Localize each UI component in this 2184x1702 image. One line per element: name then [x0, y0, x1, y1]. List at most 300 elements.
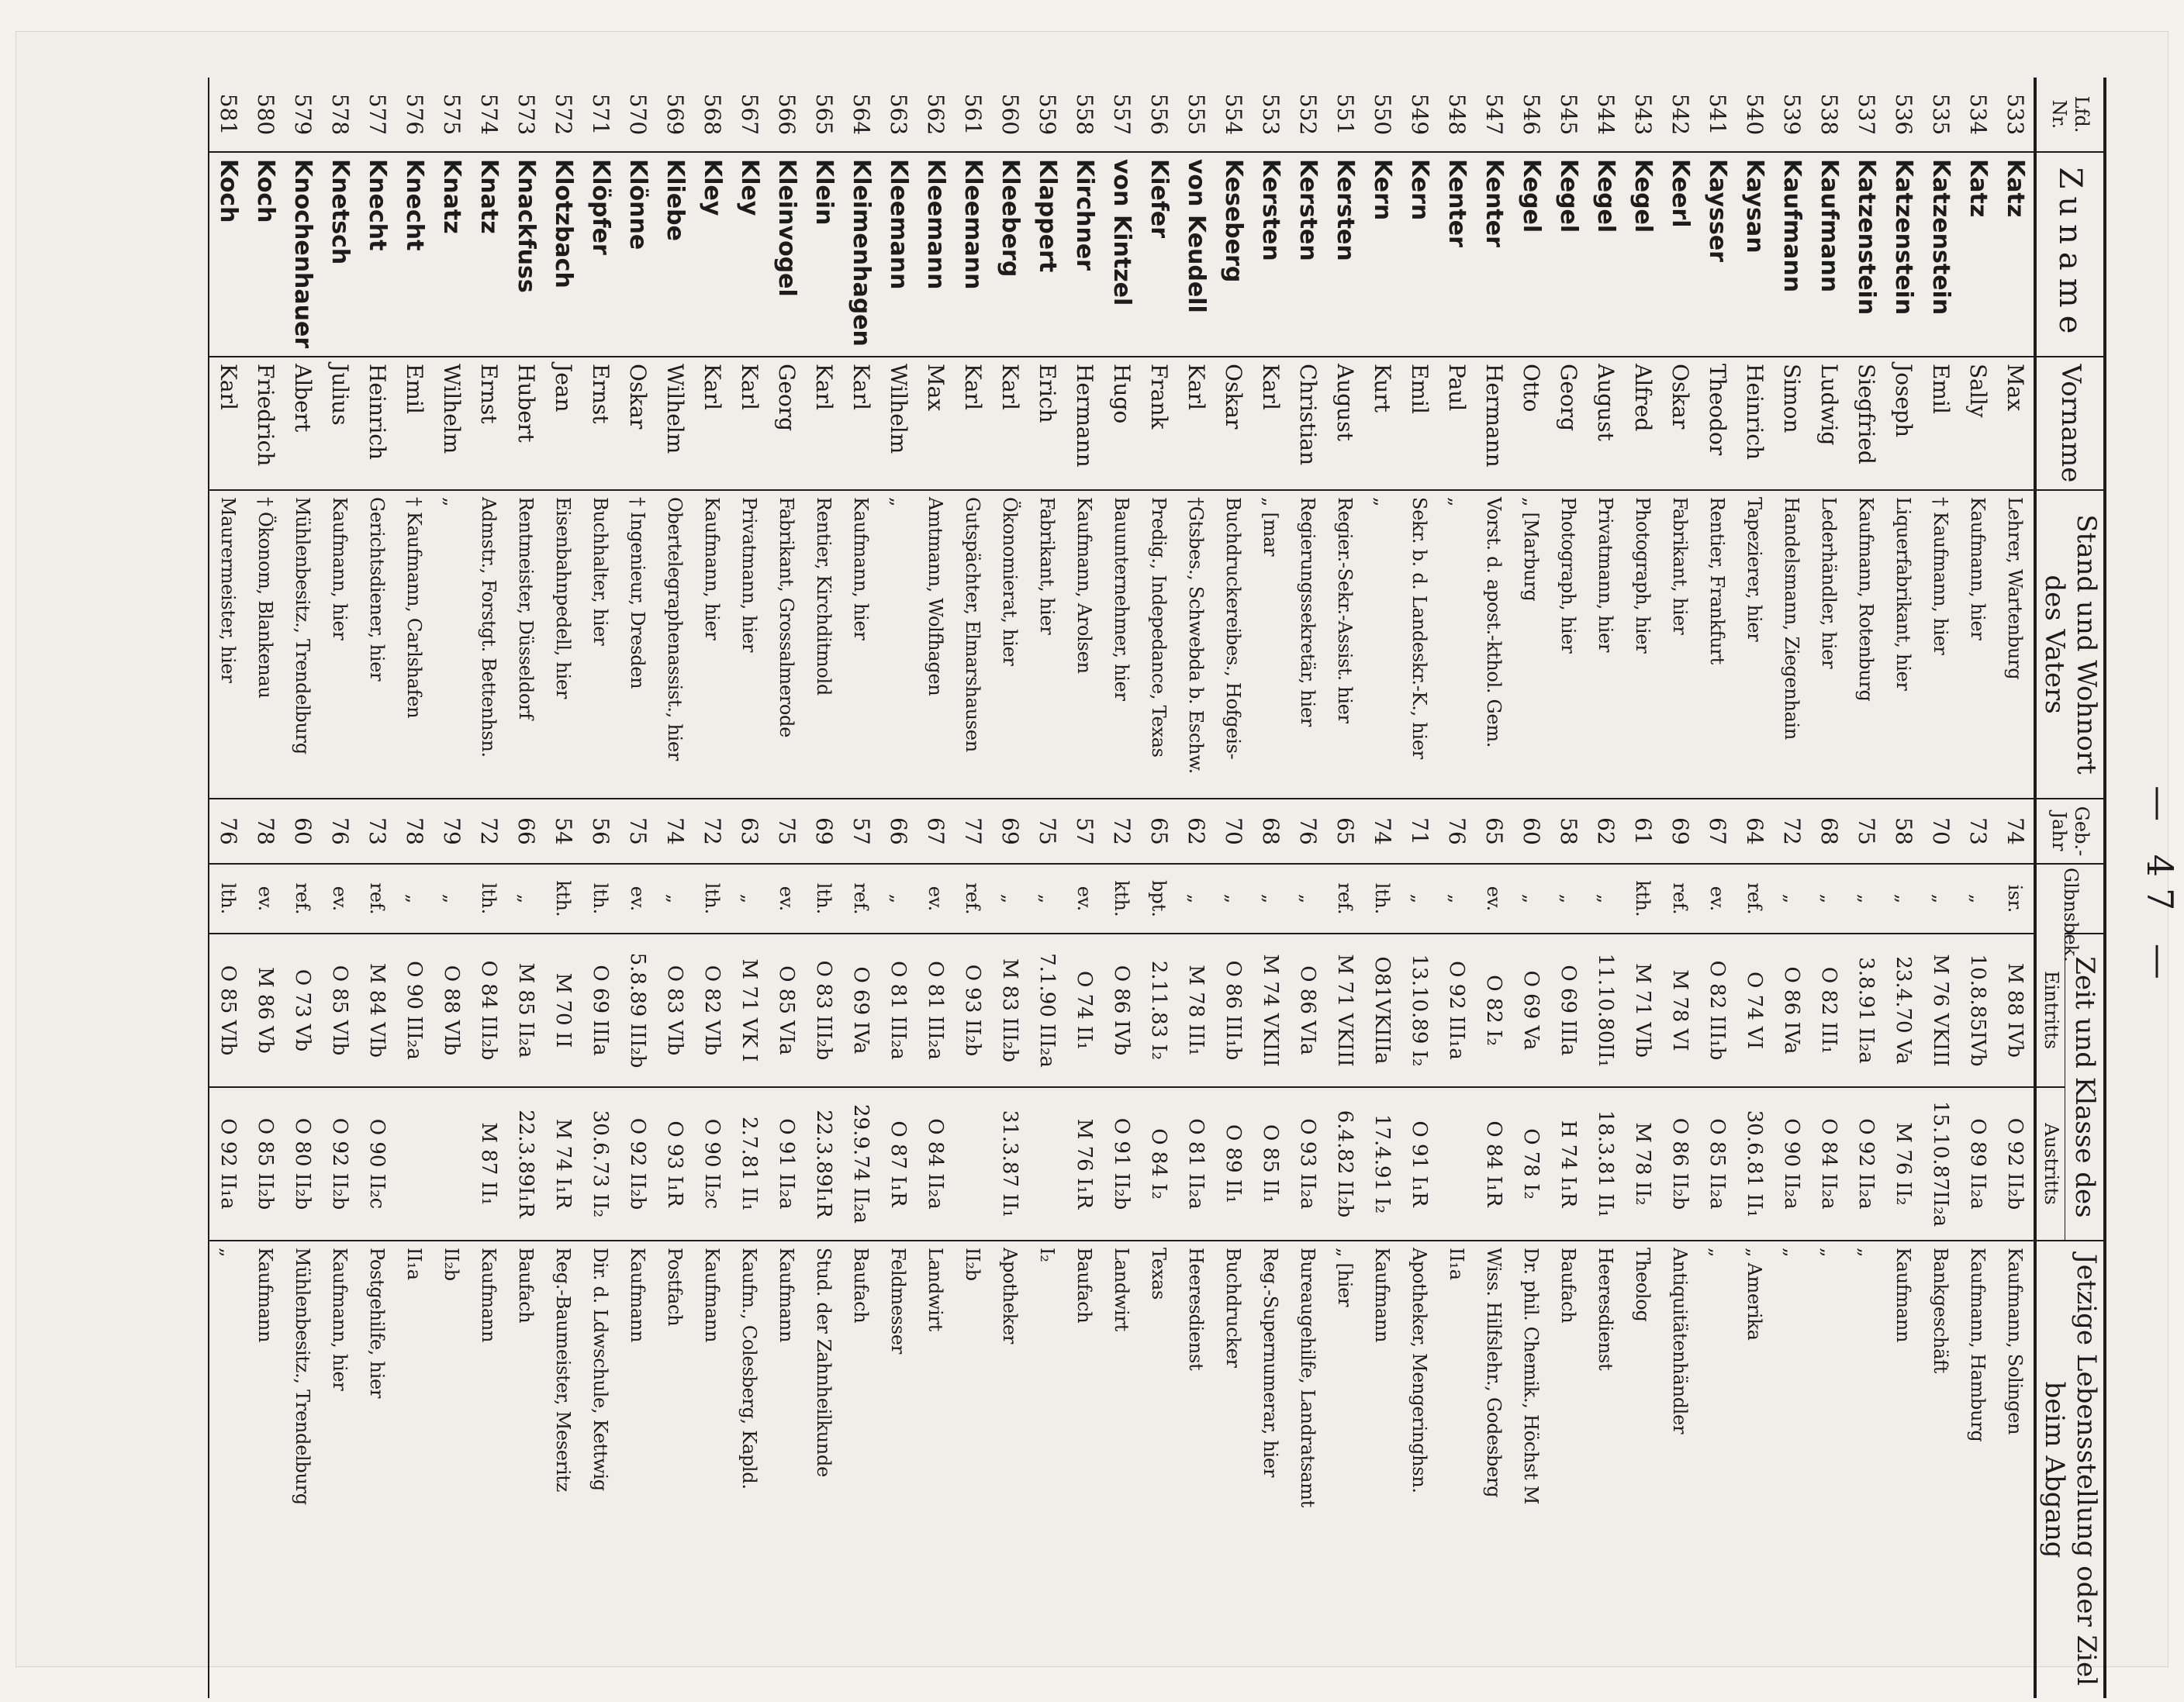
- entry-date-class: O 85 VIa: [768, 934, 805, 1087]
- table-row: [1103, 78, 1140, 1698]
- father-occupation-residence: Amtmann, Wolfhagen: [917, 490, 954, 799]
- exit-date-class: O 93 I₁R: [656, 1087, 693, 1241]
- birth-year: 75: [1028, 799, 1066, 864]
- first-name: Wilhelm: [433, 357, 470, 490]
- header-stand: Stand und Wohnort des Vaters: [2035, 490, 2105, 799]
- entry-date-class: M 88 IVb: [1996, 934, 2035, 1087]
- table-row: [1587, 78, 1624, 1698]
- denomination: ref.: [1326, 864, 1363, 934]
- table-row: [842, 78, 879, 1698]
- first-name: Karl: [693, 357, 731, 490]
- current-position: „: [1698, 1241, 1736, 1698]
- denomination: bpt.: [1140, 864, 1177, 934]
- current-position: Kaufmann, Hamburg: [1959, 1241, 1996, 1698]
- table-row: [321, 78, 358, 1698]
- denomination: ev.: [1698, 864, 1736, 934]
- first-name: Karl: [1252, 357, 1289, 490]
- birth-year: 68: [1810, 799, 1847, 864]
- exit-date-class: M 74 I₁R: [544, 1087, 582, 1241]
- exit-date-class: O 87 I₁R: [879, 1087, 917, 1241]
- current-position: Apotheker, Mengeringhsn.: [1401, 1241, 1438, 1698]
- current-position: Baufach: [1550, 1241, 1587, 1698]
- current-position: Kaufmann: [768, 1241, 805, 1698]
- father-occupation-residence: Sekr. b. d. Landeskr.-K., hier: [1401, 490, 1438, 799]
- denomination: „: [1550, 864, 1587, 934]
- entry-date-class: O 86 VIa: [1289, 934, 1326, 1087]
- table-row: [1438, 78, 1475, 1698]
- entry-date-class: O 84 III₂b: [470, 934, 507, 1087]
- current-position: Mühlenbesitz., Trendelburg: [284, 1241, 321, 1698]
- table-row: [1550, 78, 1587, 1698]
- father-occupation-residence: Fabrikant, hier: [1661, 490, 1698, 799]
- surname: Knackfuss: [507, 152, 544, 357]
- denomination: „: [1885, 864, 1922, 934]
- first-name: Karl: [731, 357, 768, 490]
- birth-year: 76: [209, 799, 247, 864]
- denomination: „: [1810, 864, 1847, 934]
- birth-year: 76: [1289, 799, 1326, 864]
- father-occupation-residence: †Gtsbes., Schwebda b. Eschw.: [1177, 490, 1215, 799]
- birth-year: 70: [1215, 799, 1252, 864]
- birth-year: 78: [247, 799, 284, 864]
- row-number: 549: [1407, 93, 1433, 136]
- denomination: „: [879, 864, 917, 934]
- surname: Kegel: [1550, 152, 1587, 357]
- denomination: ev.: [768, 864, 805, 934]
- table-row: [1140, 78, 1177, 1698]
- denomination: ref.: [954, 864, 991, 934]
- first-name: Emil: [396, 357, 433, 490]
- table-row: [209, 78, 247, 1698]
- surname: Knetsch: [321, 152, 358, 357]
- row-number: 579: [290, 93, 316, 136]
- entry-date-class: O 83 III₂b: [805, 934, 842, 1087]
- exit-date-class: O 84 II₂a: [917, 1087, 954, 1241]
- surname: Klappert: [1028, 152, 1066, 357]
- surname: Keseberg: [1215, 152, 1252, 357]
- exit-date-class: [954, 1087, 991, 1241]
- first-name: Karl: [1177, 357, 1215, 490]
- birth-year: 73: [1959, 799, 1996, 864]
- denomination: ev.: [917, 864, 954, 934]
- first-name: Paul: [1438, 357, 1475, 490]
- first-name: Ernst: [582, 357, 619, 490]
- table-row: [1736, 78, 1773, 1698]
- denomination: „: [1028, 864, 1066, 934]
- current-position: Postgehilfe, hier: [358, 1241, 396, 1698]
- birth-year: 58: [1885, 799, 1922, 864]
- entry-date-class: O81VKIIIa: [1363, 934, 1401, 1087]
- denomination: ref.: [1661, 864, 1698, 934]
- exit-date-class: 17.4.91 I₂: [1363, 1087, 1401, 1241]
- father-occupation-residence: „: [879, 490, 917, 799]
- surname: Kley: [731, 152, 768, 357]
- exit-date-class: O 91 I₁R: [1401, 1087, 1438, 1241]
- birth-year: 70: [1922, 799, 1959, 864]
- father-occupation-residence: Regier.-Sekr.-Assist. hier: [1326, 490, 1363, 799]
- birth-year: 74: [1996, 799, 2035, 864]
- denomination: „: [396, 864, 433, 934]
- birth-year: 69: [1661, 799, 1698, 864]
- entry-date-class: 13.10.89 I₂: [1401, 934, 1438, 1087]
- entry-date-class: O 82 III₁b: [1698, 934, 1736, 1087]
- table-row: [1624, 78, 1661, 1698]
- denomination: kth.: [1103, 864, 1140, 934]
- current-position: Bankgeschäft: [1922, 1241, 1959, 1698]
- table-row: [1066, 78, 1103, 1698]
- father-occupation-residence: Vorst. d. apost.-kthol. Gem.: [1475, 490, 1512, 799]
- entry-date-class: 11.10.80II₁: [1587, 934, 1624, 1087]
- first-name: Max: [1996, 357, 2035, 490]
- table-row: [1475, 78, 1512, 1698]
- denomination: ev.: [1066, 864, 1103, 934]
- table-row: [507, 78, 544, 1698]
- surname: Keerl: [1661, 152, 1698, 357]
- first-name: Emil: [1401, 357, 1438, 490]
- father-occupation-residence: Kaufmann, hier: [1959, 490, 1996, 799]
- birth-year: 74: [656, 799, 693, 864]
- entry-date-class: M 71 VIb: [1624, 934, 1661, 1087]
- father-occupation-residence: Privatmann, hier: [731, 490, 768, 799]
- row-number: 559: [1035, 93, 1061, 136]
- first-name: Jean: [544, 357, 582, 490]
- surname: Kleemann: [917, 152, 954, 357]
- table-row: [1289, 78, 1326, 1698]
- entry-date-class: O 69 Va: [1512, 934, 1550, 1087]
- denomination: ref.: [1736, 864, 1773, 934]
- surname: Kern: [1363, 152, 1401, 357]
- father-occupation-residence: „ [Marburg: [1512, 490, 1550, 799]
- first-name: Ernst: [470, 357, 507, 490]
- exit-date-class: O 89 II₁: [1215, 1087, 1252, 1241]
- father-occupation-residence: „: [1363, 490, 1401, 799]
- entry-date-class: O 86 IVb: [1103, 934, 1140, 1087]
- page-number: — 47 —: [2139, 785, 2181, 990]
- exit-date-class: O 86 II₂b: [1661, 1087, 1698, 1241]
- entry-date-class: O 69 IVa: [842, 934, 879, 1087]
- header-eintritts: Eintritts: [2035, 934, 2065, 1087]
- entry-date-class: M 71 VK I: [731, 934, 768, 1087]
- row-number: 562: [923, 93, 949, 136]
- surname: Katz: [1996, 152, 2035, 357]
- row-number: 535: [1928, 93, 1954, 136]
- entry-date-class: O 85 VIb: [321, 934, 358, 1087]
- birth-year: 65: [1475, 799, 1512, 864]
- exit-date-class: O 92 II₂b: [1996, 1087, 2035, 1241]
- header-vorname: Vorname: [2035, 357, 2105, 490]
- current-position: Kaufmann: [1885, 1241, 1922, 1698]
- header-zeit-klasse: Zeit und Klasse des: [2065, 934, 2105, 1241]
- entry-date-class: O 83 VIb: [656, 934, 693, 1087]
- current-position: Dir. d. Ldwschule, Kettwig: [582, 1241, 619, 1698]
- father-occupation-residence: Kaufmann, hier: [842, 490, 879, 799]
- current-position: „: [209, 1241, 247, 1698]
- exit-date-class: O 89 II₂a: [1959, 1087, 1996, 1241]
- row-number: 540: [1742, 93, 1768, 136]
- entry-date-class: M 71 VKIII: [1326, 934, 1363, 1087]
- denomination: ev.: [1475, 864, 1512, 934]
- row-number: 574: [476, 93, 503, 136]
- exit-date-class: [433, 1087, 470, 1241]
- table-row: [582, 78, 619, 1698]
- surname: Kleemann: [879, 152, 917, 357]
- table-row: [470, 78, 507, 1698]
- surname: Knatz: [433, 152, 470, 357]
- first-name: Albert: [284, 357, 321, 490]
- exit-date-class: O 92 II₂b: [321, 1087, 358, 1241]
- exit-date-class: M 78 II₂: [1624, 1087, 1661, 1241]
- surname: Katz: [1959, 152, 1996, 357]
- denomination: „: [433, 864, 470, 934]
- birth-year: 57: [1066, 799, 1103, 864]
- row-number: 556: [1146, 93, 1173, 136]
- surname: Kegel: [1512, 152, 1550, 357]
- row-number: 536: [1891, 93, 1917, 136]
- row-number: 570: [625, 93, 651, 136]
- current-position: „ Amerika: [1736, 1241, 1773, 1698]
- row-number: 551: [1332, 93, 1359, 136]
- father-occupation-residence: Mühlenbesitz., Trendelburg: [284, 490, 321, 799]
- row-number: 560: [997, 93, 1024, 136]
- entry-date-class: 23.4.70 Va: [1885, 934, 1922, 1087]
- exit-date-class: 31.3.87 II₁: [991, 1087, 1028, 1241]
- birth-year: 61: [1624, 799, 1661, 864]
- row-number: 563: [886, 93, 912, 136]
- denomination: kth.: [1624, 864, 1661, 934]
- current-position: Baufach: [842, 1241, 879, 1698]
- father-occupation-residence: Kaufmann, Rotenburg: [1847, 490, 1885, 799]
- father-occupation-residence: Photograph, hier: [1550, 490, 1587, 799]
- entry-date-class: O 88 VIb: [433, 934, 470, 1087]
- exit-date-class: [396, 1087, 433, 1241]
- surname: von Kintzel: [1103, 152, 1140, 357]
- current-position: II₂b: [433, 1241, 470, 1698]
- row-number: 554: [1221, 93, 1247, 136]
- table-row: [1810, 78, 1847, 1698]
- denomination: ev.: [321, 864, 358, 934]
- current-position: Kaufmann, Solingen: [1996, 1241, 2035, 1698]
- header-lebensstellung: Jetzige Lebensstellung oder Ziel beim Abgang: [2035, 1241, 2105, 1698]
- current-position: „: [1847, 1241, 1885, 1698]
- first-name: Wilhelm: [879, 357, 917, 490]
- birth-year: 60: [1512, 799, 1550, 864]
- denomination: ev.: [619, 864, 656, 934]
- surname: Katzenstein: [1847, 152, 1885, 357]
- first-name: Erich: [1028, 357, 1066, 490]
- row-number: 539: [1779, 93, 1806, 136]
- current-position: Kaufmann: [470, 1241, 507, 1698]
- current-position: Dr. phil. Chemik., Höchst M: [1512, 1241, 1550, 1698]
- current-position: Kaufmann, hier: [321, 1241, 358, 1698]
- entry-date-class: O 93 II₂b: [954, 934, 991, 1087]
- father-occupation-residence: Fabrikant, hier: [1028, 490, 1066, 799]
- birth-year: 54: [544, 799, 582, 864]
- birth-year: 56: [582, 799, 619, 864]
- current-position: „: [1810, 1241, 1847, 1698]
- entry-date-class: 7.1.90 III₂a: [1028, 934, 1066, 1087]
- father-occupation-residence: Privatmann, hier: [1587, 490, 1624, 799]
- first-name: Ludwig: [1810, 357, 1847, 490]
- row-number: 537: [1854, 93, 1880, 136]
- denomination: „: [1252, 864, 1289, 934]
- first-name: Emil: [1922, 357, 1959, 490]
- exit-date-class: O 78 I₂: [1512, 1087, 1550, 1241]
- surname: Koch: [209, 152, 247, 357]
- row-number: 564: [848, 93, 875, 136]
- exit-date-class: O 81 II₂a: [1177, 1087, 1215, 1241]
- father-occupation-residence: Predig., Indepedance, Texas: [1140, 490, 1177, 799]
- table-row: [879, 78, 917, 1698]
- denomination: ev.: [247, 864, 284, 934]
- surname: Knecht: [358, 152, 396, 357]
- birth-year: 74: [1363, 799, 1401, 864]
- exit-date-class: 18.3.81 II₁: [1587, 1087, 1624, 1241]
- table-row: [284, 78, 321, 1698]
- row-number: 555: [1184, 93, 1210, 136]
- rotated-register: [50, 78, 2184, 1698]
- table-row: [247, 78, 284, 1698]
- current-position: II₂b: [954, 1241, 991, 1698]
- denomination: lth.: [470, 864, 507, 934]
- first-name: Hermann: [1475, 357, 1512, 490]
- birth-year: 69: [991, 799, 1028, 864]
- first-name: Siegfried: [1847, 357, 1885, 490]
- surname: Kenter: [1475, 152, 1512, 357]
- birth-year: 75: [1847, 799, 1885, 864]
- entry-date-class: O 74 VI: [1736, 934, 1773, 1087]
- surname: Kersten: [1326, 152, 1363, 357]
- entry-date-class: M 70 II: [544, 934, 582, 1087]
- first-name: August: [1326, 357, 1363, 490]
- first-name: Georg: [768, 357, 805, 490]
- first-name: Karl: [209, 357, 247, 490]
- table-row: [991, 78, 1028, 1698]
- first-name: Joseph: [1885, 357, 1922, 490]
- surname: Kiefer: [1140, 152, 1177, 357]
- table-row: [1177, 78, 1215, 1698]
- entry-date-class: 10.8.85IVb: [1959, 934, 1996, 1087]
- surname: Kenter: [1438, 152, 1475, 357]
- first-name: Kurt: [1363, 357, 1401, 490]
- exit-date-class: O 92 II₂b: [619, 1087, 656, 1241]
- row-number: 538: [1816, 93, 1843, 136]
- first-name: Friedrich: [247, 357, 284, 490]
- denomination: „: [656, 864, 693, 934]
- surname: Kleemann: [954, 152, 991, 357]
- denomination: „: [1587, 864, 1624, 934]
- denomination: „: [1922, 864, 1959, 934]
- entry-date-class: O 69 IIIa: [582, 934, 619, 1087]
- row-number: 533: [2003, 93, 2029, 136]
- first-name: Heinrich: [358, 357, 396, 490]
- surname: von Keudell: [1177, 152, 1215, 357]
- entry-date-class: M 78 III₁: [1177, 934, 1215, 1087]
- exit-date-class: O 93 II₂a: [1289, 1087, 1326, 1241]
- row-number: 575: [439, 93, 465, 136]
- current-position: Texas: [1140, 1241, 1177, 1698]
- exit-date-class: O 85 II₁: [1252, 1087, 1289, 1241]
- father-occupation-residence: Lederhändler, hier: [1810, 490, 1847, 799]
- row-number: 567: [737, 93, 763, 136]
- first-name: Karl: [954, 357, 991, 490]
- first-name: Hermann: [1066, 357, 1103, 490]
- father-occupation-residence: „: [433, 490, 470, 799]
- birth-year: 71: [1401, 799, 1438, 864]
- birth-year: 68: [1252, 799, 1289, 864]
- father-occupation-residence: Eisenbahnpedell, hier: [544, 490, 582, 799]
- entry-date-class: 2.11.83 I₂: [1140, 934, 1177, 1087]
- first-name: August: [1587, 357, 1624, 490]
- scanned-page: [16, 31, 2181, 1686]
- exit-date-class: O 85 II₂b: [247, 1087, 284, 1241]
- father-occupation-residence: Fabrikant, Grossalmerode: [768, 490, 805, 799]
- exit-date-class: O 91 II₂a: [768, 1087, 805, 1241]
- father-occupation-residence: Rentier, Frankfurt: [1698, 490, 1736, 799]
- entry-date-class: O 90 III₂a: [396, 934, 433, 1087]
- first-name: Georg: [1550, 357, 1587, 490]
- entry-date-class: M 84 VIb: [358, 934, 396, 1087]
- entry-date-class: M 86 Vb: [247, 934, 284, 1087]
- first-name: Oskar: [619, 357, 656, 490]
- first-name: Karl: [842, 357, 879, 490]
- current-position: „: [1773, 1241, 1810, 1698]
- student-register-table: [208, 78, 2106, 1698]
- table-row: [1698, 78, 1736, 1698]
- current-position: I₂: [1028, 1241, 1066, 1698]
- birth-year: 65: [1326, 799, 1363, 864]
- table-header: [2035, 78, 2105, 1698]
- denomination: „: [991, 864, 1028, 934]
- father-occupation-residence: † Kaufmann, Carlshafen: [396, 490, 433, 799]
- entry-date-class: 5.8.89 III₂b: [619, 934, 656, 1087]
- surname: Kaufmann: [1773, 152, 1810, 357]
- surname: Knecht: [396, 152, 433, 357]
- first-name: Hubert: [507, 357, 544, 490]
- birth-year: 72: [693, 799, 731, 864]
- current-position: Landwirt: [917, 1241, 954, 1698]
- surname: Klein: [805, 152, 842, 357]
- current-position: Kaufmann: [619, 1241, 656, 1698]
- birth-year: 66: [879, 799, 917, 864]
- denomination: „: [1512, 864, 1550, 934]
- table-row: [1512, 78, 1550, 1698]
- row-number: 581: [209, 78, 247, 152]
- denomination: „: [507, 864, 544, 934]
- table-row: [731, 78, 768, 1698]
- first-name: Hugo: [1103, 357, 1140, 490]
- row-number: 547: [1481, 93, 1508, 136]
- table-row: [396, 78, 433, 1698]
- surname: Kegel: [1587, 152, 1624, 357]
- header-glaubensbek: Glbnsbek.: [2035, 864, 2105, 934]
- father-occupation-residence: Buchhalter, hier: [582, 490, 619, 799]
- current-position: Bureaugehilfe, Landratsamt: [1289, 1241, 1326, 1698]
- row-number: 571: [588, 93, 614, 136]
- father-occupation-residence: Admstr., Forstgt. Bettenhsn.: [470, 490, 507, 799]
- entry-date-class: O 82 VIb: [693, 934, 731, 1087]
- father-occupation-residence: † Ökonom, Blankenau: [247, 490, 284, 799]
- surname: Kersten: [1252, 152, 1289, 357]
- denomination: lth.: [582, 864, 619, 934]
- current-position: II₁a: [1438, 1241, 1475, 1698]
- current-position: Baufach: [1066, 1241, 1103, 1698]
- father-occupation-residence: Photograph, hier: [1624, 490, 1661, 799]
- current-position: Buchdrucker: [1215, 1241, 1252, 1698]
- row-number: 545: [1556, 93, 1582, 136]
- row-number: 573: [513, 93, 540, 136]
- row-number: 565: [811, 93, 838, 136]
- denomination: „: [1215, 864, 1252, 934]
